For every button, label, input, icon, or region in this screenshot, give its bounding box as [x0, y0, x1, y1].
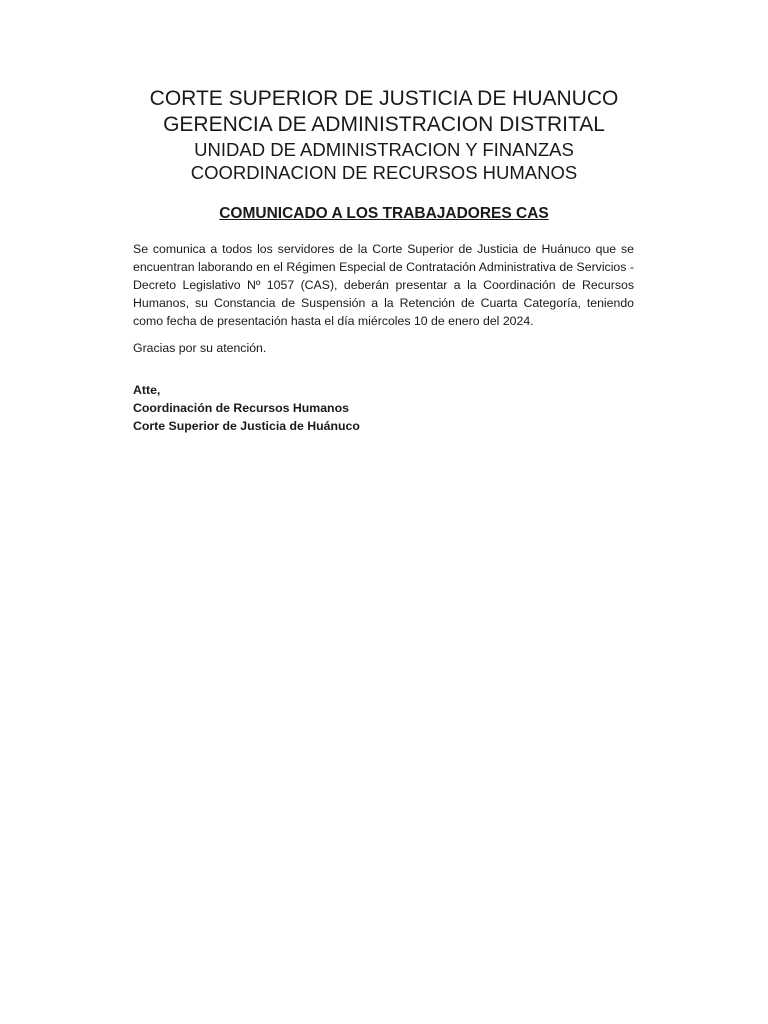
signature-department: Coordinación de Recursos Humanos: [133, 401, 349, 415]
signature-block: [133, 381, 634, 435]
letterhead-unit: UNIDAD DE ADMINISTRACION Y FINANZAS: [194, 139, 574, 160]
body-paragraph-thanks: Gracias por su atención.: [133, 341, 267, 355]
body-paragraph-notice: Se comunica a todos los servidores de la Corte Superior de Justicia de Huánuco que se encuentran laborando en el Régimen Especial de Contratación Administrativa de Servicios - Decreto Legislativo Nº 1057 (CAS), deberán presentar a la Coordinación de Recursos Humanos, su Constancia de Suspensión a la Retención de Cuarta Categoría, teniendo como fecha de presentación hasta el día miércoles 10 de enero del 2024.: [133, 242, 634, 328]
letterhead-court-name: CORTE SUPERIOR DE JUSTICIA DE HUANUCO: [149, 87, 619, 110]
document-subject: COMUNICADO A LOS TRABAJADORES CAS: [219, 205, 549, 222]
signature-institution: Corte Superior de Justicia de Huánuco: [133, 419, 360, 433]
letterhead-coordination: COORDINACION DE RECURSOS HUMANOS: [190, 162, 578, 183]
signature-closing: Atte,: [133, 383, 161, 397]
letterhead-management: GERENCIA DE ADMINISTRACION DISTRITAL: [163, 113, 605, 136]
letterhead: [0, 86, 768, 184]
